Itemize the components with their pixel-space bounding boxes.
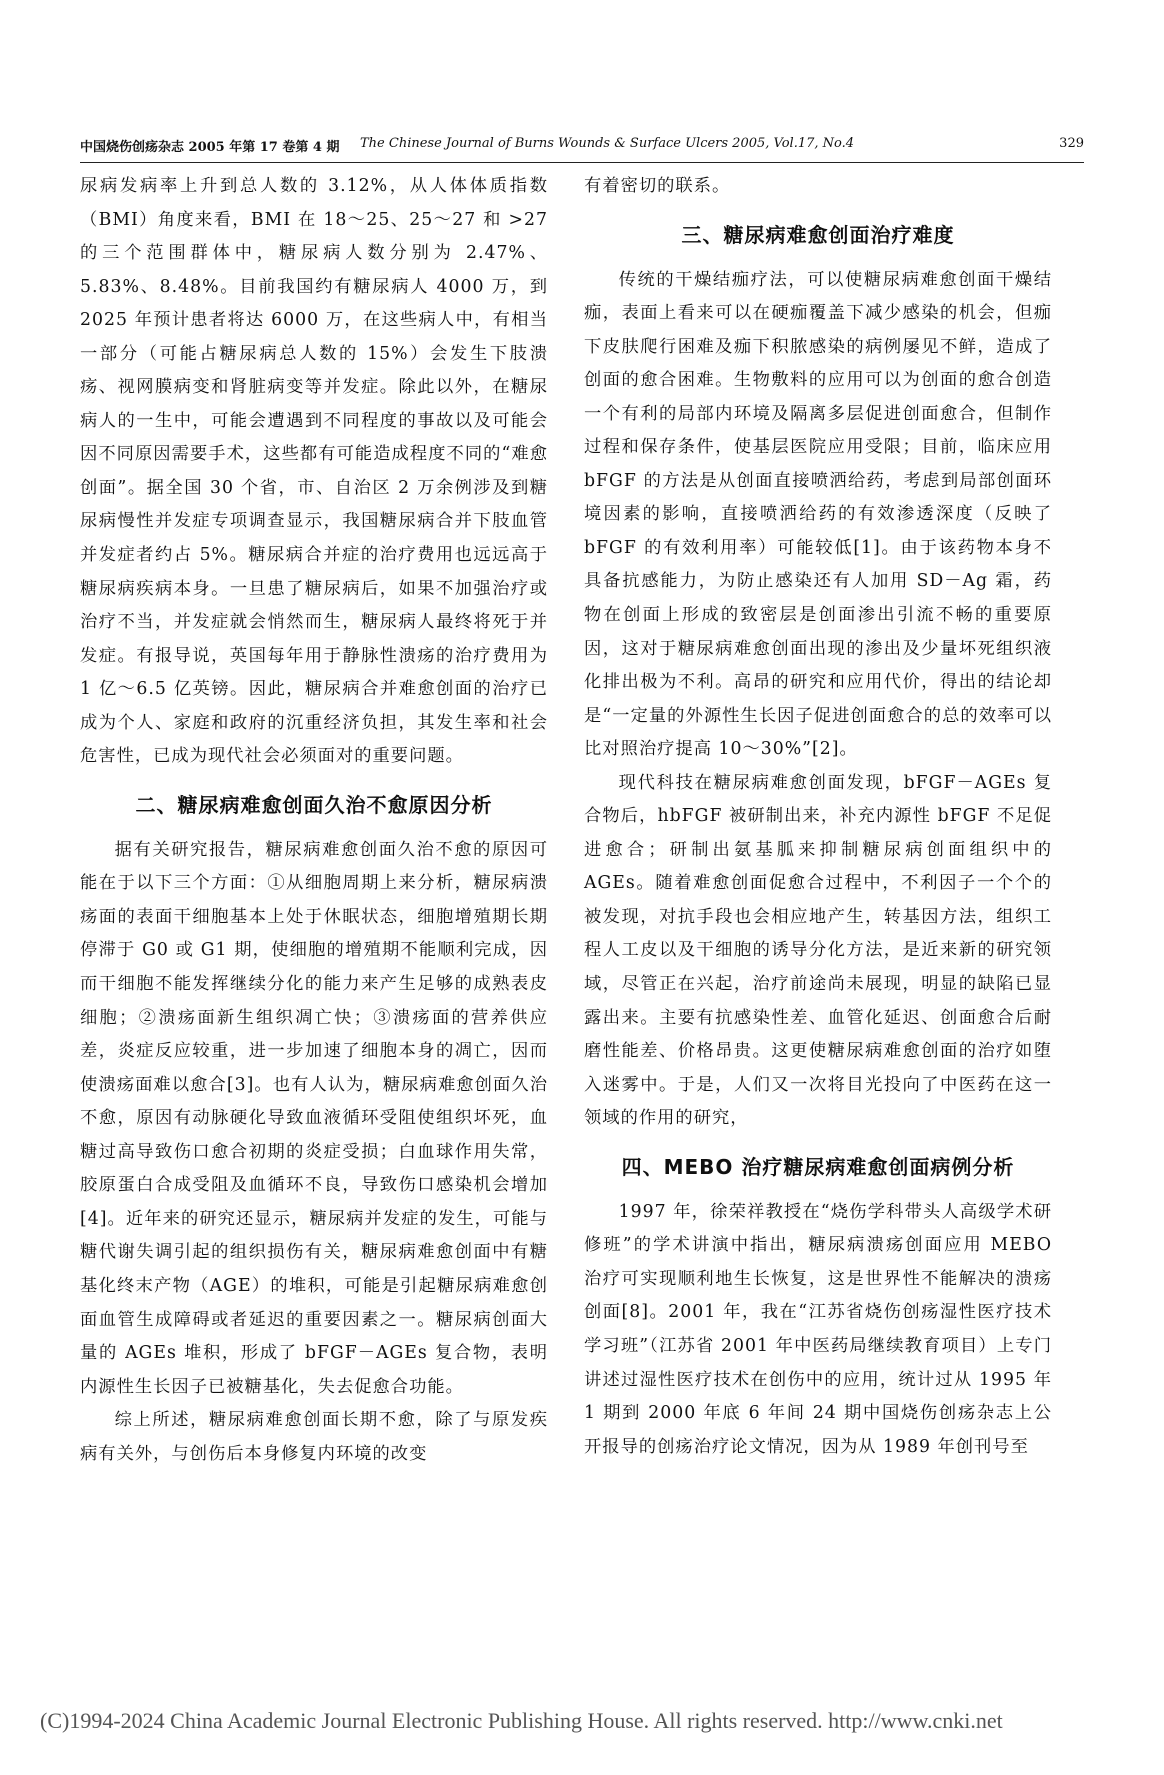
copyright-footer: (C)1994-2024 China Academic Journal Electronic Publishing House. All rights reserved. http://www.cnki.net bbox=[40, 1708, 1003, 1733]
left-column bbox=[80, 170, 548, 1471]
running-header bbox=[80, 130, 1084, 156]
header-rule bbox=[80, 162, 1084, 163]
journal-title-cn: 中国烧伤创疡杂志 2005 年第 17 卷第 4 期 bbox=[80, 140, 340, 155]
page-number: 329 bbox=[1059, 136, 1084, 151]
paragraph: 现代科技在糖尿病难愈创面发现，bFGF－AGEs 复合物后，hbFGF 被研制出来，补充内源性 bFGF 不足促进愈合；研制出氨基胍来抑制糖尿病创面组织中的 AGEs。随着难愈创面促愈合过程中，不利因子一个个的被发现，对抗手段也会相应地产生，转基因方法，组织工程人工皮以及干细胞的诱导分化方法，是近来新的研究领域，尽管正在兴起，治疗前途尚未展现，明显的缺陷已显露出来。主要有抗感染性差、血管化延迟、创面愈合后耐磨性能差、价格昂贵。这更使糖尿病难愈创面的治疗如堕入迷雾中。于是，人们又一次将目光投向了中医药在这一领域的作用的研究， bbox=[584, 772, 1052, 1129]
section-heading: 三、糖尿病难愈创面治疗难度 bbox=[681, 222, 955, 247]
section-heading: 二、糖尿病难愈创面久治不愈原因分析 bbox=[135, 792, 493, 817]
section-heading: 四、MEBO 治疗糖尿病难愈创面病例分析 bbox=[621, 1154, 1015, 1179]
paragraph: 1997 年，徐荣祥教授在“烧伤学科带头人高级学术研修班”的学术讲演中指出，糖尿病溃疡创面应用 MEBO 治疗可实现顺利地生长恢复，这是世界性不能解决的溃疡创面[8]。2001 年，我在“江苏省烧伤创疡湿性医疗技术学习班”（江苏省 2001 年中医药局继续教育项目）上专门讲述过湿性医疗技术在创伤中的应用，统计过从 1995 年 1 期到 2000 年底 6 年间 24 期中国烧伤创疡杂志上公开报导的创疡治疗论文情况，因为从 1989 年创刊号至 bbox=[584, 1201, 1052, 1457]
paragraph: 传统的干燥结痂疗法，可以使糖尿病难愈创面干燥结痂，表面上看来可以在硬痂覆盖下减少感染的机会，但痂下皮肤爬行困难及痂下积脓感染的病例屡见不鲜，造成了创面的愈合困难。生物敷料的应用可以为创面的愈合创造一个有利的局部内环境及隔离多层促进创面愈合，但制作过程和保存条件，使基层医院应用受限；目前，临床应用 bFGF 的方法是从创面直接喷洒给药，考虑到局部创面环境因素的影响，直接喷洒给药的有效渗透深度（反映了 bFGF 的有效利用率）可能较低[1]。由于该药物本身不具备抗感能力，为防止感染还有人加用 SD－Ag 霜，药物在创面上形成的致密层是创面渗出引流不畅的重要原因，这对于糖尿病难愈创面出现的渗出及少量坏死组织液化排出极为不利。高昂的研究和应用代价，得出的结论却是“一定量的外源性生长因子促进创面愈合的总的效率可以比对照治疗提高 10～30%”[2]。 bbox=[584, 269, 1052, 760]
paragraph: 有着密切的联系。 bbox=[584, 176, 731, 196]
right-column bbox=[584, 170, 1052, 1464]
paragraph: 综上所述，糖尿病难愈创面长期不愈，除了与原发疾病有关外，与创伤后本身修复内环境的改变 bbox=[80, 1410, 548, 1464]
paragraph: 尿病发病率上升到总人数的 3.12%，从人体体质指数（BMI）角度来看，BMI 在 18～25、25～27 和 >27 的三个范围群体中，糖尿病人数分别为 2.47%、5.83%、8.48%。目前我国约有糖尿病人 4000 万，到 2025 年预计患者将达 6000 万，在这些病人中，有相当一部分（可能占糖尿病总人数的 15%）会发生下肢溃疡、视网膜病变和肾脏病变等并发症。除此以外，在糖尿病人的一生中，可能会遭遇到不同程度的事故以及可能会因不同原因需要手术，这些都有可能造成程度不同的“难愈创面”。据全国 30 个省，市、自治区 2 万余例涉及到糖尿病慢性并发症专项调查显示，我国糖尿病合并下肢血管并发症者约占 5%。糖尿病合并症的治疗费用也远远高于糖尿病疾病本身。一旦患了糖尿病后，如果不加强治疗或治疗不当，并发症就会悄然而生，糖尿病人最终将死于并发症。有报导说，英国每年用于静脉性溃疡的治疗费用为 1 亿～6.5 亿英镑。因此，糖尿病合并难愈创面的治疗已成为个人、家庭和政府的沉重经济负担，其发生率和社会危害性，已成为现代社会必须面对的重要问题。 bbox=[80, 176, 548, 767]
paragraph: 据有关研究报告，糖尿病难愈创面久治不愈的原因可能在于以下三个方面：①从细胞周期上来分析，糖尿病溃疡面的表面干细胞基本上处于休眠状态，细胞增殖期长期停滞于 G0 或 G1 期，使细胞的增殖期不能顺利完成，因而干细胞不能发挥继续分化的能力来产生足够的成熟表皮细胞；②溃疡面新生组织凋亡快；③溃疡面的营养供应差，炎症反应较重，进一步加速了细胞本身的凋亡，因而使溃疡面难以愈合[3]。也有人认为，糖尿病难愈创面久治不愈，原因有动脉硬化导致血液循环受阻使组织坏死，血糖过高导致伤口愈合初期的炎症受损；白血球作用失常，胶原蛋白合成受阻及血循环不良，导致伤口感染机会增加[4]。近年来的研究还显示，糖尿病并发症的发生，可能与糖代谢失调引起的组织损伤有关，糖尿病难愈创面中有糖基化终末产物（AGE）的堆积，可能是引起糖尿病难愈创面血管生成障碍或者延迟的重要因素之一。糖尿病创面大量的 AGEs 堆积，形成了 bFGF－AGEs 复合物，表明内源性生长因子已被糖基化，失去促愈合功能。 bbox=[80, 839, 548, 1397]
journal-title-en: The Chinese Journal of Burns Wounds & Surface Ulcers 2005, Vol.17, No.4 bbox=[360, 136, 855, 151]
